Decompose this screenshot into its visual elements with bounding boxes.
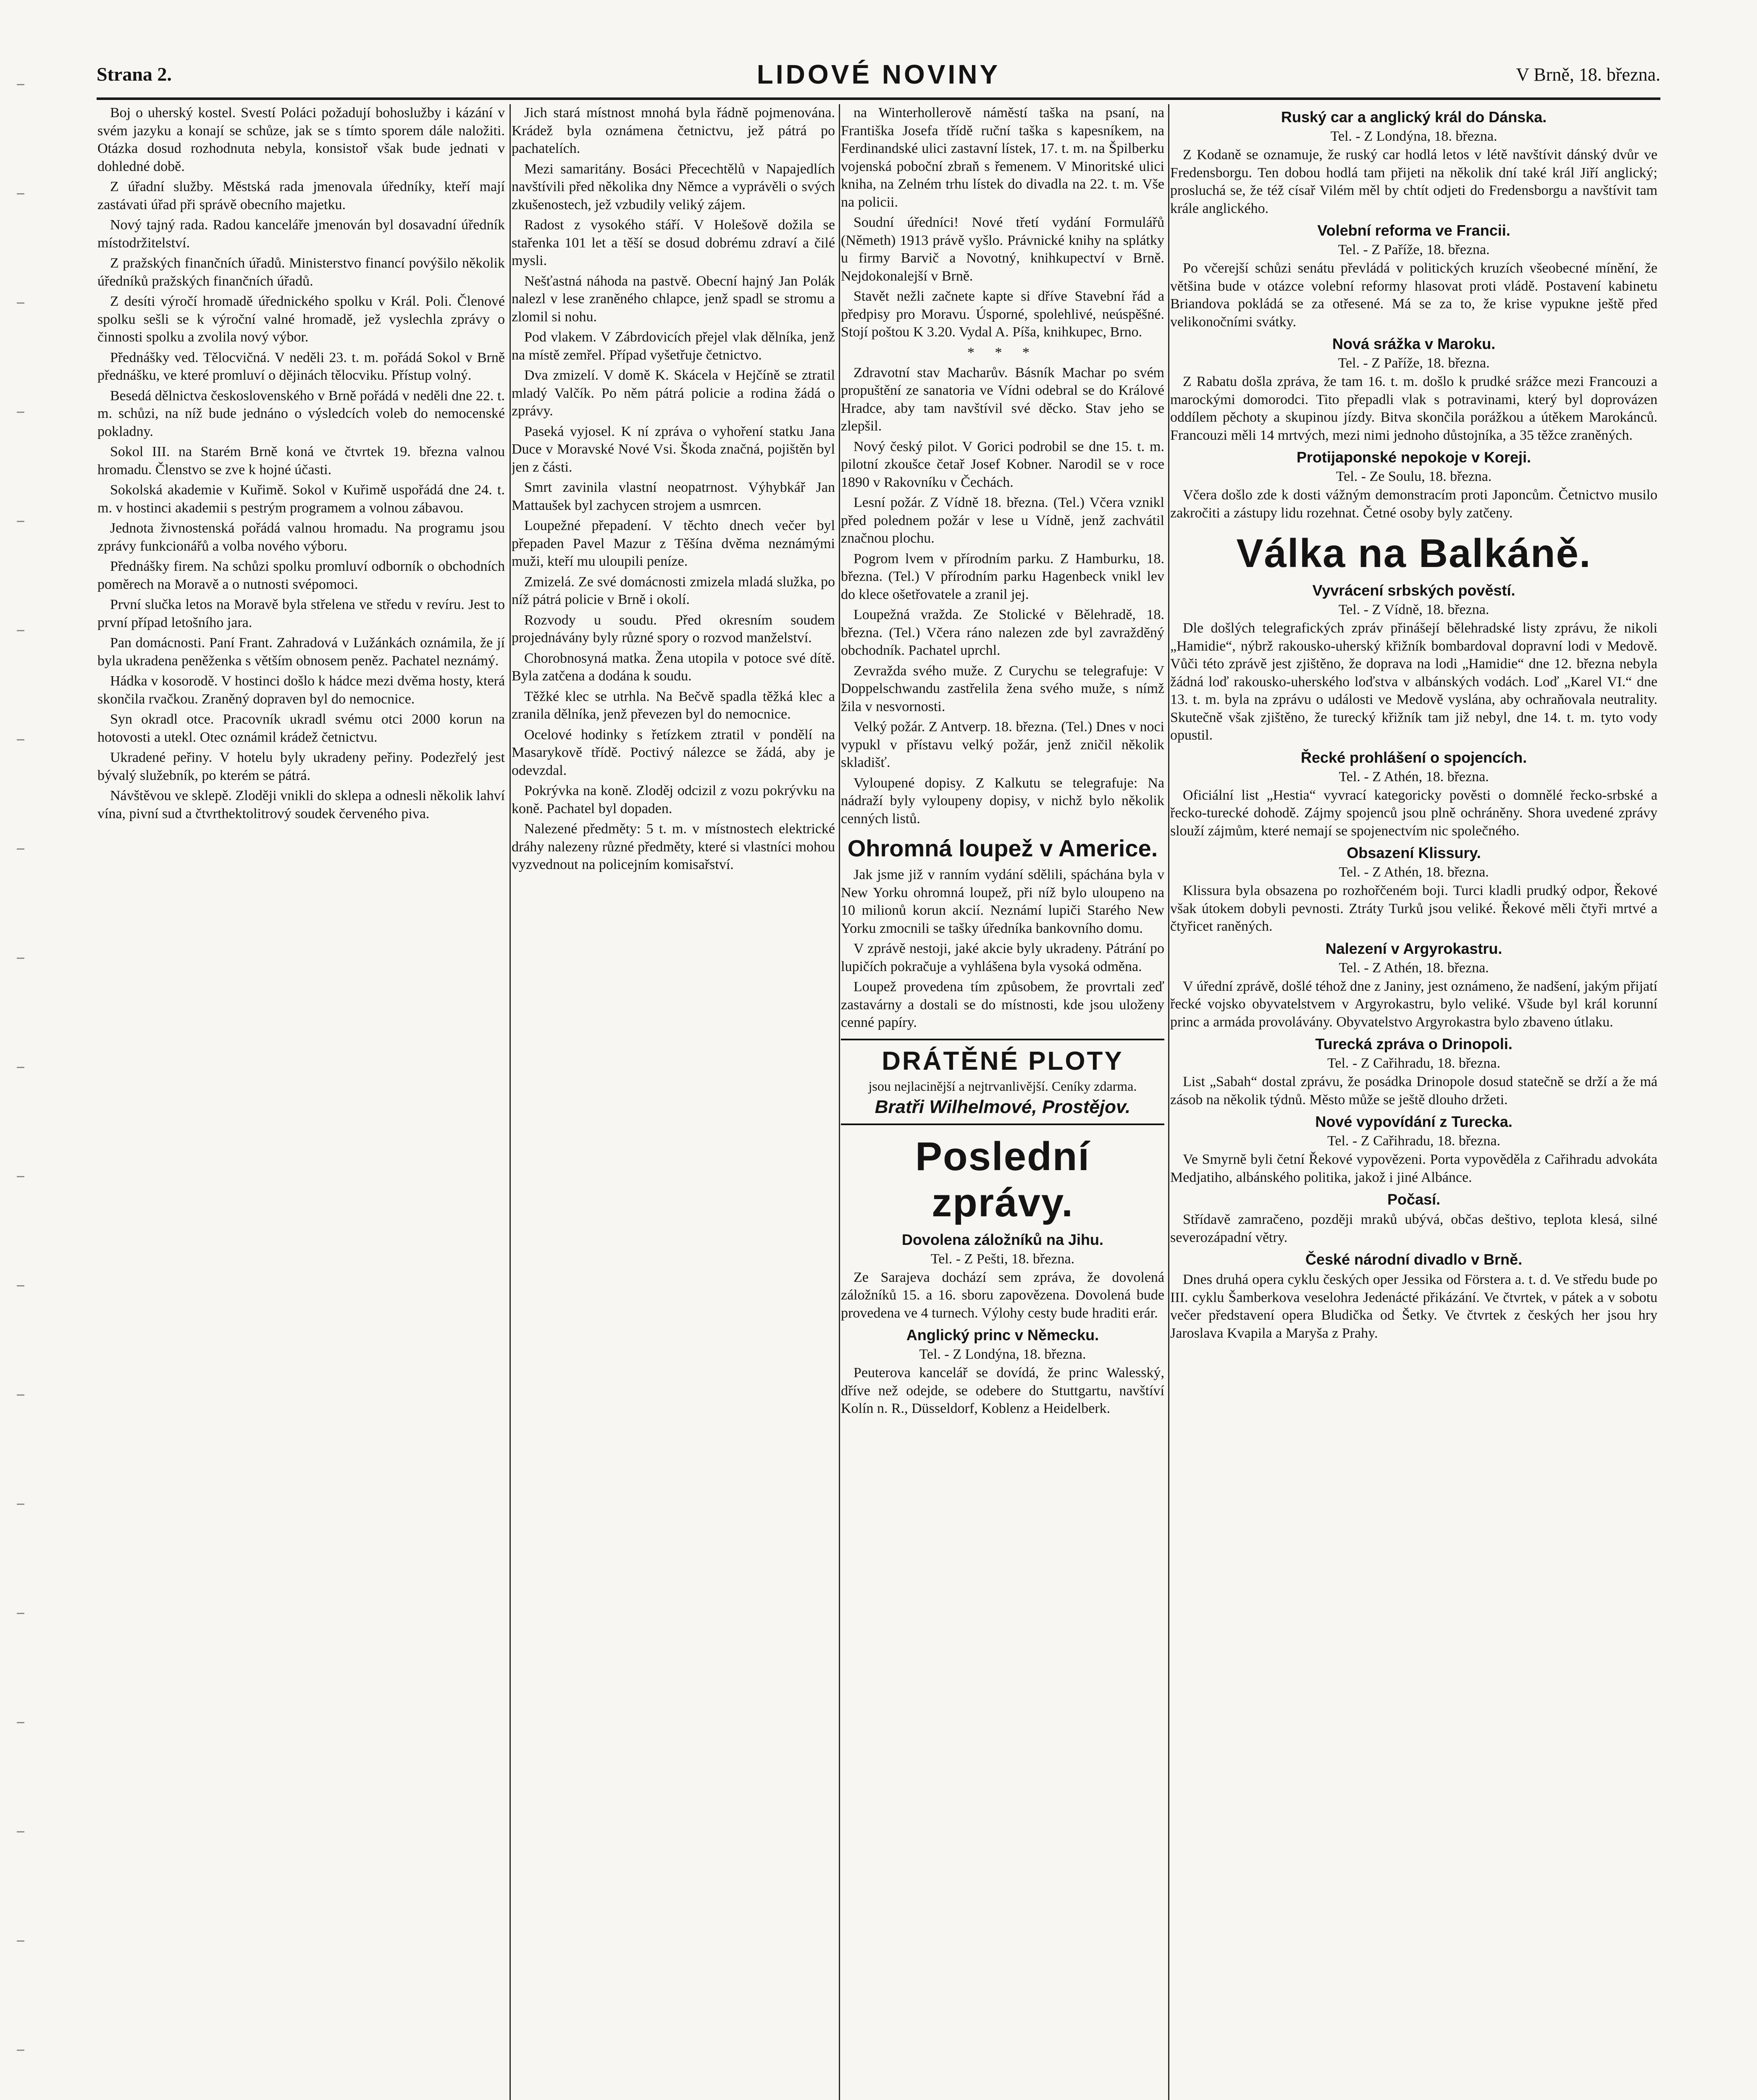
article-paragraph: Nešťastná náhoda na pastvě. Obecní hajný Jan Polák nalezl v lese zraněného chlapce, jenž spadl se stromu a zlomil si nohu. bbox=[512, 273, 835, 325]
telegram-dateline: Tel. - Z Londýna, 18. března. bbox=[1330, 129, 1497, 144]
ad-firm-name: Bratři Wilhelmové, Prostějov. bbox=[875, 1096, 1131, 1117]
newspaper-title: LIDOVÉ NOVINY bbox=[756, 59, 1001, 89]
article-paragraph: Návštěvou ve sklepě. Zloději vnikli do sklepa a odnesli několik lahví vína, pivní sud a čtvrthektolitrový soudek červeného piva. bbox=[97, 788, 505, 822]
section-heading: Vyvrácení srbských pověstí. bbox=[1312, 582, 1515, 599]
article-paragraph: Ze Sarajeva dochází sem zpráva, že dovolená záložníků 15. a 16. sboru zapovězena. Dovolená bude provedena ve 4 turnech. Výlohy cesty bude hraditi erár. bbox=[841, 1269, 1164, 1321]
article-paragraph: Soudní úředníci! Nové třetí vydání Formulářů (Němeth) 1913 právě vyšlo. Právnické knihy na splátky u firmy Barvič a Novotný, knihkupectví v Brně. Nejdokonalejší v Brně. bbox=[841, 215, 1164, 284]
article-paragraph: Loupežná vražda. Ze Stolické v Bělehradě, 18. března. (Tel.) Včera ráno nalezen zde byl zavražděný obchodník. Pachatel uprchl. bbox=[841, 607, 1164, 658]
article-paragraph: Nalezené předměty: 5 t. m. v místnostech elektrické dráhy nalezeny různé předměty, které si vlastníci mohou vyzvednout na policejním komisařství. bbox=[512, 821, 835, 872]
article-paragraph: Sokol III. na Starém Brně koná ve čtvrtek 19. března valnou hromadu. Členstvo se zve k hojné účasti. bbox=[97, 444, 505, 478]
major-heading: Válka na Balkáně. bbox=[1236, 531, 1592, 576]
section-heading: Počasí. bbox=[1387, 1191, 1441, 1208]
article-paragraph: Zevražda svého muže. Z Curychu se telegrafuje: V Doppelschwandu zastřelila žena svého muže, s nímž žila v nesvornosti. bbox=[841, 663, 1164, 714]
section-heading: Řecké prohlášení o spojencích. bbox=[1300, 748, 1527, 766]
telegram-dateline: Tel. - Z Athén, 18. března. bbox=[1339, 864, 1489, 880]
article-paragraph: Radost z vysokého stáří. V Holešově dožila se stařenka 101 let a těší se dosud dobrému zdraví a čilé mysli. bbox=[512, 217, 835, 268]
telegram-dateline: Tel. - Z Athén, 18. března. bbox=[1339, 769, 1489, 785]
section-heading: Anglický princ v Německu. bbox=[906, 1326, 1099, 1344]
telegram-dateline: Tel. - Z Pešti, 18. března. bbox=[930, 1251, 1075, 1267]
article-paragraph: Rozvody u soudu. Před okresním soudem projednávány byly různé spory o rozvod manželství. bbox=[512, 612, 835, 646]
section-heading: Volební reforma ve Francii. bbox=[1317, 222, 1510, 239]
article-paragraph: Chorobnosyná matka. Žena utopila v potoce své dítě. Byla zatčena a dodána k soudu. bbox=[512, 650, 835, 684]
article-paragraph: Peuterova kancelář se dovídá, že princ Walesský, dříve než odejde, se odebere do Stuttgartu, navštíví Kolín n. R., Düsseldorf, Koblenz a Heidelberk. bbox=[841, 1365, 1164, 1416]
article-paragraph: Ocelové hodinky s řetízkem ztratil v pondělí na Masarykově třídě. Poctivý nálezce se žádá, aby je odevzdal. bbox=[512, 727, 835, 778]
article-paragraph: Z Rabatu došla zpráva, že tam 16. t. m. došlo k prudké srážce mezi Francouzi a marockými domorodci. Tito přepadli vlak s potravinami, který byl doprovázen oddílem pěchoty a skupinou jízdy. Bitva skončila porážkou a útěkem Marokánců. Francouzi měli 14 mrtvých, mezi nimi jednoho důstojníka, a 35 těžce zraněných. bbox=[1170, 374, 1657, 443]
article-paragraph: Dnes druhá opera cyklu českých oper Jessika od Förstera a. t. d. Ve středu bude po III. cyklu Šamberkova veselohra Jedenácté přikázání. Ve čtvrtek, v pátek a v sobotu večer představení opera Bludička od Šetky. Ve čtvrtek z českých her jsou hry Jaroslava Kvapila a Maryša z Prahy. bbox=[1170, 1272, 1657, 1341]
section-heading: Nalezení v Argyrokastru. bbox=[1325, 940, 1502, 957]
section-heading: Ruský car a anglický král do Dánska. bbox=[1281, 108, 1547, 126]
telegram-dateline: Tel. - Z Cařihradu, 18. března. bbox=[1327, 1055, 1501, 1071]
major-heading: Poslední zprávy. bbox=[915, 1134, 1090, 1225]
article-paragraph: Z pražských finančních úřadů. Ministerstvo financí povýšilo několik úředníků pražských finančních úřadů. bbox=[97, 255, 505, 289]
article-paragraph: Oficiální list „Hestia“ vyvrací kategoricky pověsti o domnělé řecko-srbské a řecko-turecké dohodě. Zájmy spojenců jsou plně ochráněny. Shora uvedené zprávy slouží zájmům, které nemají se spojenectvím nic společného. bbox=[1170, 787, 1657, 839]
article-paragraph: Pod vlakem. V Zábrdovicích přejel vlak dělníka, jenž na místě zemřel. Případ vyšetřuje četnictvo. bbox=[512, 329, 835, 363]
column-divider bbox=[839, 104, 840, 2100]
section-heading: Turecká zpráva o Drinopoli. bbox=[1315, 1035, 1513, 1053]
article-paragraph: Velký požár. Z Antverp. 18. března. (Tel.) Dnes v noci vypukl v přístavu velký požár, jenž zničil několik skladišť. bbox=[841, 719, 1164, 770]
section-heading: České národní divadlo v Brně. bbox=[1305, 1251, 1523, 1268]
article-paragraph: Klissura byla obsazena po rozhořčeném boji. Turci kladli prudký odpor, Řekové však útokem dobyli pevnosti. Ztráty Turků jsou veliké. Řekové měli čtyři mrtvé a čtyřicet raněných. bbox=[1170, 883, 1657, 934]
article-paragraph: Stavět nežli začnete kapte si dříve Stavební řád a předpisy pro Moravu. Úsporné, spolehlivé, neúspěšné. Stojí poštou K 3.20. Vydal A. Píša, knihkupec, Brno. bbox=[841, 289, 1164, 340]
article-paragraph: Včera došlo zde k dosti vážným demonstracím proti Japoncům. Četnictvo musilo zakročiti a zástupy lidu rozehnat. Četné osoby byly zatčeny. bbox=[1170, 487, 1657, 521]
article-paragraph: Přednášky firem. Na schůzi spolku promluví odborník o obchodních poměrech na Moravě a o nutnosti svépomoci. bbox=[97, 559, 505, 592]
article-paragraph: Smrt zavinila vlastní neopatrnost. Výhybkář Jan Mattaušek byl zachycen strojem a usmrcen. bbox=[512, 480, 835, 513]
article-paragraph: Pogrom lvem v přírodním parku. Z Hamburku, 18. března. (Tel.) V přírodním parku Hagenbeck vnikl lev do klece ošetřovatele a zranil jej. bbox=[841, 551, 1164, 602]
article-paragraph: Z Kodaně se oznamuje, že ruský car hodlá letos v létě navštívit dánský dvůr ve Fredensborgu. Ten dobou hodlá tam přijeti na několik dní také král Jiří anglický; prosluchá se, že též císař Vilém měl by chtít odjeti do Fredensborgu a navštívit tam krále anglického. bbox=[1170, 147, 1657, 216]
telegram-dateline: Tel. - Z Londýna, 18. března. bbox=[919, 1347, 1086, 1362]
masthead bbox=[97, 59, 1660, 92]
masthead-rule bbox=[97, 97, 1660, 100]
article-paragraph: Střídavě zamračeno, později mraků ubývá, občas deštivo, teplota klesá, silné severozápadní větry. bbox=[1170, 1212, 1657, 1245]
article-paragraph: V úřední zprávě, došlé téhož dne z Janiny, jest oznámeno, že nadšení, jakým přijatí řecké vojsko obyvatelstvem v Argyrokastru, bylo veliké. Všude byl král korunní princ a armáda provolávány. Obyvatelstvo Argyrokastra bylo zbaveno útlaku. bbox=[1170, 978, 1657, 1030]
telegram-dateline: Tel. - Z Athén, 18. března. bbox=[1339, 960, 1489, 976]
article-paragraph: Jednota živnostenská pořádá valnou hromadu. Na programu jsou zprávy funkcionářů a volba nového výboru. bbox=[97, 520, 505, 554]
column-4 bbox=[1170, 104, 1657, 2100]
section-heading: Protijaponské nepokoje v Koreji. bbox=[1296, 449, 1531, 466]
dateline: V Brně, 18. března. bbox=[1516, 64, 1660, 85]
article-paragraph: Syn okradl otce. Pracovník ukradl svému otci 2000 korun na hotovosti a utekl. Otec oznámil krádež četnictvu. bbox=[97, 711, 505, 745]
article-paragraph: Loupežné přepadení. V těchto dnech večer byl přepaden Pavel Mazur z Těšína dvěma neznámými muži, kteří mu uloupili peníze. bbox=[512, 518, 835, 569]
article-paragraph: Jich stará místnost mnohá byla řádně pojmenována. Krádež byla oznámena četnictvu, jež pátrá po pachatelích. bbox=[512, 105, 835, 156]
article-paragraph: Pokrývka na koně. Zloděj odcizil z vozu pokrývku na koně. Pachatel byl dopaden. bbox=[512, 783, 835, 816]
advertisement bbox=[841, 1039, 1164, 1125]
article-paragraph: Hádka v kosorodě. V hostinci došlo k hádce mezi dvěma hosty, která skončila rvačkou. Zraněný dopraven byl do nemocnice. bbox=[97, 673, 505, 707]
section-separator: * * * bbox=[967, 344, 1038, 360]
article-paragraph: Boj o uherský kostel. Svestí Poláci požadují bohoslužby i kázání v svém jazyku a konají se schůze, jak se s tímto sporem dále naložiti. Otázka dosud rozhodnuta nebyla, konsistoř však bude jednati v dohledné době. bbox=[97, 105, 505, 174]
article-paragraph: Lesní požár. Z Vídně 18. března. (Tel.) Včera vznikl před polednem požár v lese u Vídně, jenž zachvátil značnou plochu. bbox=[841, 495, 1164, 546]
feature-heading: Ohromná loupež v Americe. bbox=[847, 835, 1158, 861]
article-paragraph: V zprávě nestoji, jaké akcie byly ukradeny. Pátrání po lupičích pokračuje a vyhlášena byla vysoká odměna. bbox=[841, 941, 1164, 974]
article-paragraph: Besedá dělnictva československého v Brně pořádá v neděli dne 22. t. m. schůzi, na níž bude jednáno o výsledcích voleb do nemocenské pokladny. bbox=[97, 388, 505, 439]
article-paragraph: Dva zmizelí. V domě K. Skácela v Hejčíně se ztratil mladý Valčík. Po něm pátrá policie a rodina žádá o zprávy. bbox=[512, 368, 835, 419]
column-2 bbox=[512, 104, 835, 2100]
article-paragraph: Loupež provedena tím způsobem, že provrtali zeď zastavárny a dostali se do místnosti, kde jsou uloženy cenné papíry. bbox=[841, 979, 1164, 1030]
section-heading: Dovolena záložníků na Jihu. bbox=[901, 1231, 1104, 1248]
article-paragraph: Dle došlých telegrafických zpráv přinášejí bělehradské listy zprávu, že nikoli „Hamidie“, nýbrž rakousko-uherský křižník bombardoval dopravní lodi v Medově. Vůči této zprávě jest zjištěno, že doprava na lodi „Hamidie“ dne 12. března nebyla žádná loď rakousko-uherského loďstva v albánských vodách. Loď „Karel VI.“ dne 13. t. m. byla na zprávu o události ve Medově vyslána, aby ochraňovala neutrality. Skutečně však zjištěno, že turecký křižník tam již nebyl, dne 14. t. m. tyto vody opustil. bbox=[1170, 620, 1657, 743]
section-heading: Obsazení Klissury. bbox=[1347, 844, 1481, 861]
article-paragraph: Nový český pilot. V Gorici podrobil se dne 15. t. m. pilotní zkoušce četař Josef Kobner. Narodil se v roce 1890 v Rakovníku v Čechách. bbox=[841, 438, 1164, 490]
article-paragraph: Vyloupené dopisy. Z Kalkutu se telegrafuje: Na nádraží byly vyloupeny dopisy, v nichž bylo několik cenných listů. bbox=[841, 775, 1164, 827]
article-paragraph: Po včerejší schůzi senátu převládá v politických kruzích všeobecné mínění, že většina bude v otázce volební reformy hlasovat proti vládě. Postavení kabinetu Briandova pokládá se za otřesené. Má se za to, že krise vypukne ještě před velikonočními svátky. bbox=[1170, 260, 1657, 330]
article-paragraph: Z desíti výročí hromadě úřednického spolku v Král. Poli. Členové spolku sešli se k výroční valné hromadě, jež vyslechla zprávy o činnosti spolku a zvolila nový výbor. bbox=[97, 294, 505, 345]
article-paragraph: Ve Smyrně byli četní Řekové vypovězeni. Porta vypověděla z Cařihradu advokáta Medjatiho, albánského politika, jakož i jiné Albánce. bbox=[1170, 1152, 1657, 1185]
article-paragraph: Jak jsme již v ranním vydání sdělili, spáchána byla v New Yorku ohromná loupež, při níž bylo uloupeno na 10 milionů korun akcií. Neznámí lupiči Starého New Yorku zmocnili se tašky úředníka bankovního domu. bbox=[841, 867, 1164, 936]
telegram-dateline: Tel. - Z Cařihradu, 18. března. bbox=[1327, 1133, 1501, 1149]
article-paragraph: Nový tajný rada. Radou kanceláře jmenován byl dosavadní úředník místodržitelství. bbox=[97, 217, 505, 251]
article-paragraph: Mezi samaritány. Bosáci Přecechtělů v Napajedlích navštívili před několika dny Němce a vyprávěli o svých zkušenostech, jež vzbudily veliký zájem. bbox=[512, 161, 835, 213]
section-heading: Nová srážka v Maroku. bbox=[1332, 335, 1496, 352]
page-number: Strana 2. bbox=[97, 63, 172, 85]
article-paragraph: První slučka letos na Moravě byla střelena ve středu v revíru. Jest to první případ letošního jara. bbox=[97, 597, 505, 630]
column-divider bbox=[1168, 104, 1169, 2100]
telegram-dateline: Tel. - Z Paříže, 18. března. bbox=[1338, 242, 1490, 257]
telegram-dateline: Tel. - Z Paříže, 18. března. bbox=[1338, 355, 1490, 371]
telegram-dateline: Tel. - Ze Soulu, 18. března. bbox=[1336, 469, 1492, 484]
column-3 bbox=[841, 104, 1164, 2100]
telegram-dateline: Tel. - Z Vídně, 18. března. bbox=[1338, 602, 1489, 617]
ad-tagline: jsou nejlacinější a nejtrvanlivější. Ceníky zdarma. bbox=[868, 1078, 1137, 1094]
article-paragraph: Z úřadní služby. Městská rada jmenovala úředníky, kteří mají zastávati úřad při správě obecního majetku. bbox=[97, 179, 505, 213]
article-paragraph: Přednášky ved. Tělocvičná. V neděli 23. t. m. pořádá Sokol v Brně přednášku, ve které promluví o dějinách tělocviku. Přístup volný. bbox=[97, 349, 505, 383]
article-paragraph: Paseká vyjosel. K ní zpráva o vyhoření statku Jana Duce v Moravské Nové Vsi. Škoda značná, pojištěn byl jen z části. bbox=[512, 423, 835, 475]
section-heading: Nové vypovídání z Turecka. bbox=[1315, 1113, 1513, 1130]
article-paragraph: na Winterhollerově náměstí taška na psaní, na Františka Josefa třídě ruční taška s kapesníkem, na Ferdinandské ulici zastavní lístek, 17. t. m. na Špilberku vojenská poboční zbraň s řemenem. V Minoritské ulici kniha, na Zelném trhu lístek do divadla na 22. t. m. Vše na policii. bbox=[841, 105, 1164, 210]
column-1 bbox=[97, 104, 505, 2100]
column-divider bbox=[510, 104, 511, 2100]
article-paragraph: Zdravotní stav Macharův. Básník Machar po svém propuštění ze sanatoria ve Vídni odebral se do Králové Hradce, aby tam navštívil své děcko. Stav jeho se zlepšil. bbox=[841, 365, 1164, 434]
article-paragraph: Pan domácnosti. Paní Frant. Zahradová v Lužánkách oznámila, že jí byla ukradena peněženka s větším obnosem peněz. Pachatel neznámý. bbox=[97, 635, 505, 669]
ad-title: DRÁTĚNÉ PLOTY bbox=[882, 1046, 1124, 1076]
scan-edge-marks bbox=[17, 84, 24, 2100]
article-paragraph: List „Sabah“ dostal zprávu, že posádka Drinopole dosud statečně se drží a že má zásob na několik týdnů. Město může se ještě dlouho držeti. bbox=[1170, 1074, 1657, 1108]
article-paragraph: Zmizelá. Ze své domácnosti zmizela mladá služka, po níž pátrá policie v Brně i okolí. bbox=[512, 574, 835, 607]
article-paragraph: Těžké klec se utrhla. Na Bečvě spadla těžká klec a zranila dělníka, jenž převezen byl do nemocnice. bbox=[512, 688, 835, 722]
article-paragraph: Sokolská akademie v Kuřimě. Sokol v Kuřimě uspořádá dne 24. t. m. v hostinci akademii s pestrým programem a volnou zábavou. bbox=[97, 482, 505, 516]
article-paragraph: Ukradené peřiny. V hotelu byly ukradeny peřiny. Podezřelý jest bývalý služebník, po kterém se pátrá. bbox=[97, 750, 505, 783]
